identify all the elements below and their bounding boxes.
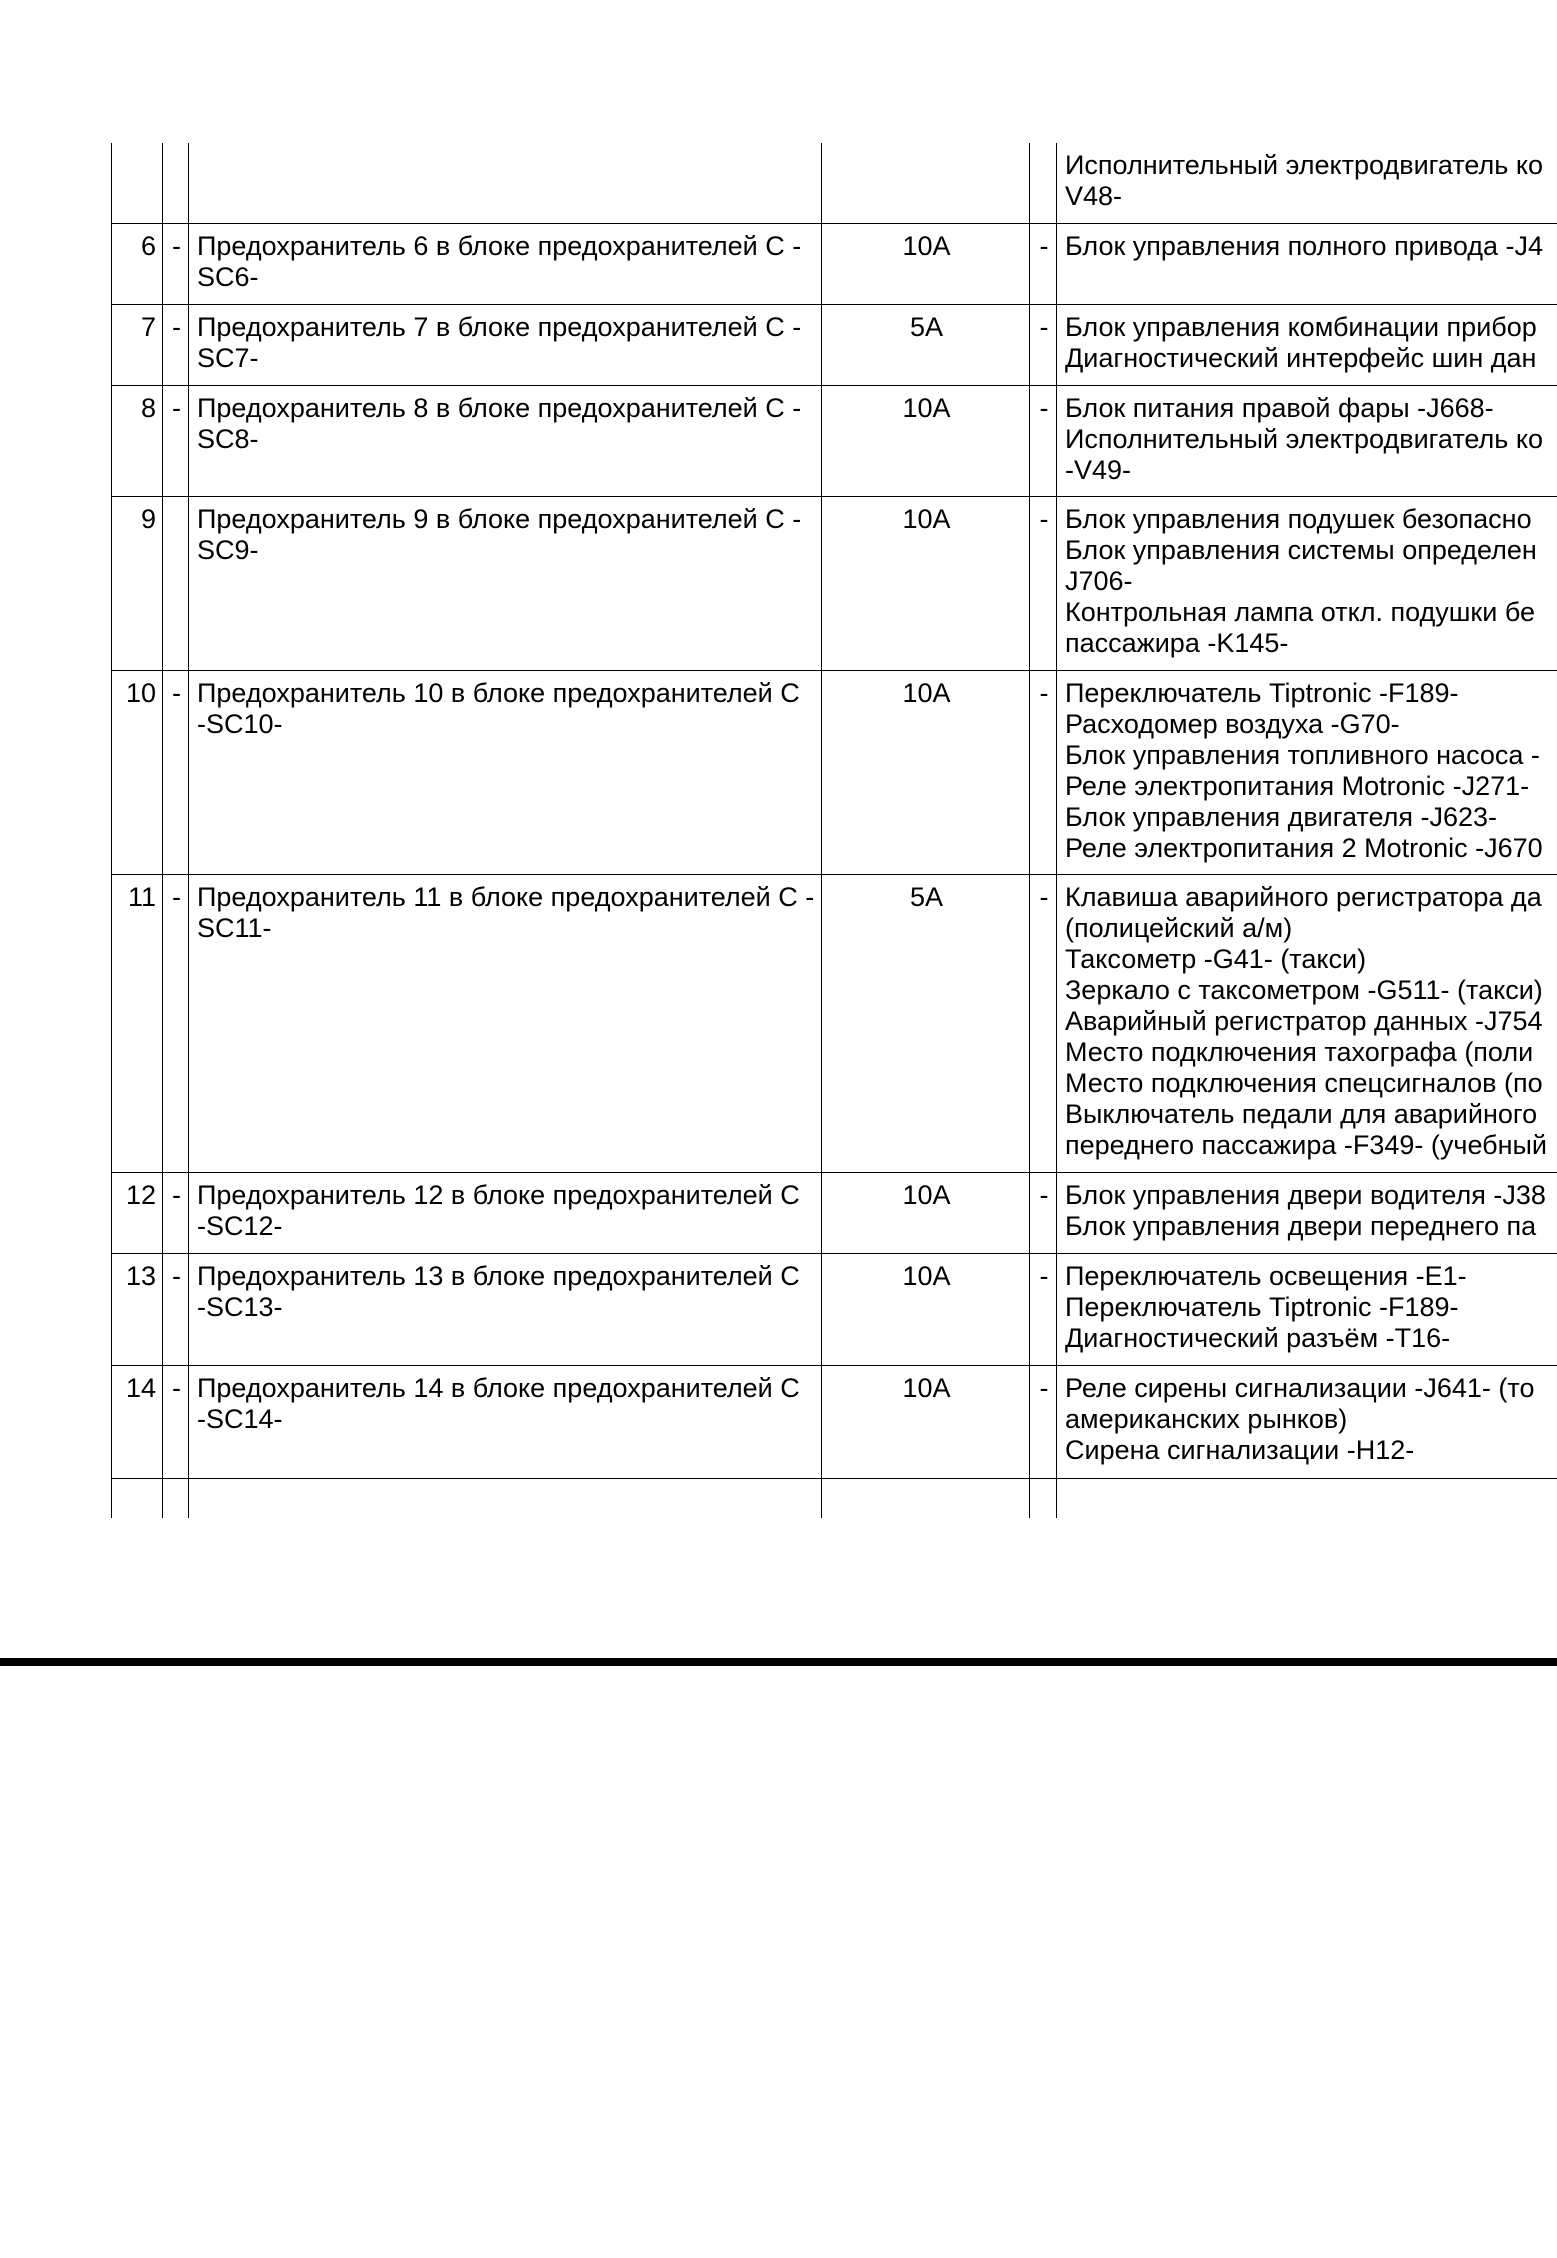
fuse-number: 10 xyxy=(112,670,163,874)
component-line: Переключатель освещения -E1- xyxy=(1065,1260,1467,1291)
component-line: Реле электропитания 2 Motronic -J670 xyxy=(1065,832,1543,863)
cell-num xyxy=(112,143,163,223)
component-line: Зеркало с таксометром -G511- (такси) xyxy=(1065,974,1543,1005)
fuse-components xyxy=(1057,1365,1557,1478)
fuse-number: 14 xyxy=(112,1365,163,1478)
fuse-amperage: 10A xyxy=(822,670,1030,874)
table-row xyxy=(112,1365,1557,1478)
component-line: Блок управления двери переднего па xyxy=(1065,1210,1537,1241)
fuse-number: 7 xyxy=(112,304,163,385)
cell-empty xyxy=(822,1478,1030,1518)
fuse-amperage: 10A xyxy=(822,1172,1030,1253)
cell-dash: - xyxy=(163,385,189,496)
component-line: Диагностический интерфейс шин дан xyxy=(1065,342,1537,373)
fuse-amperage: 10A xyxy=(822,385,1030,496)
fuse-number: 12 xyxy=(112,1172,163,1253)
fuse-amperage: 5A xyxy=(822,304,1030,385)
cell-dash xyxy=(163,143,189,223)
component-line: (полицейский а/м) xyxy=(1065,912,1293,943)
component-line: Аварийный регистратор данных -J754 xyxy=(1065,1005,1543,1036)
table-row-partial-top xyxy=(112,143,1557,223)
fuse-number: 8 xyxy=(112,385,163,496)
fuse-description xyxy=(189,1365,822,1478)
cell-empty xyxy=(163,1478,189,1518)
fuse-components xyxy=(1057,1253,1557,1365)
fuse-number: 11 xyxy=(112,874,163,1172)
table-row xyxy=(112,1172,1557,1253)
fuse-amperage: 10A xyxy=(822,223,1030,304)
fuse-description-text: Предохранитель 14 в блоке предохранителей С -SC14- xyxy=(197,1372,800,1434)
fuse-amperage: 5A xyxy=(822,874,1030,1172)
fuse-amperage: 10A xyxy=(822,1253,1030,1365)
component-line: Реле электропитания Motronic -J271- xyxy=(1065,770,1530,801)
cell-dash: - xyxy=(163,1253,189,1365)
component-line: Блок управления подушек безопасно xyxy=(1065,503,1532,534)
cell-dash: - xyxy=(163,1172,189,1253)
cell-dash: - xyxy=(163,1365,189,1478)
table-row xyxy=(112,670,1557,874)
cell-dash: - xyxy=(163,223,189,304)
component-line: Таксометр -G41- (такси) xyxy=(1065,943,1367,974)
cell-dash: - xyxy=(1030,1172,1057,1253)
fuse-table xyxy=(111,143,1557,1518)
component-line: Место подключения тахографа (поли xyxy=(1065,1036,1534,1067)
fuse-components xyxy=(1057,496,1557,670)
table-row xyxy=(112,496,1557,670)
component-line: Место подключения спецсигналов (по xyxy=(1065,1067,1543,1098)
cell-amperage xyxy=(822,143,1030,223)
component-line: Клавиша аварийного регистратора да xyxy=(1065,881,1542,912)
component-line: американских рынков) xyxy=(1065,1403,1348,1434)
component-line: Блок управления топливного насоса - xyxy=(1065,739,1540,770)
fuse-components xyxy=(1057,223,1557,304)
fuse-number: 13 xyxy=(112,1253,163,1365)
component-line: пассажира -K145- xyxy=(1065,627,1289,658)
cell-dash: - xyxy=(1030,304,1057,385)
fuse-description xyxy=(189,304,822,385)
fuse-description xyxy=(189,1172,822,1253)
component-line: J706- xyxy=(1065,565,1133,596)
cell-dash: - xyxy=(1030,1365,1057,1478)
component-line: Исполнительный электродвигатель ко xyxy=(1065,150,1543,180)
page-separator-rule xyxy=(0,1658,1557,1666)
table-row-partial-bottom xyxy=(112,1478,1557,1518)
component-line: Исполнительный электродвигатель ко xyxy=(1065,423,1543,454)
fuse-description-text: Предохранитель 10 в блоке предохранителей С -SC10- xyxy=(197,677,800,739)
cell-dash: - xyxy=(1030,1253,1057,1365)
fuse-description-text: Предохранитель 11 в блоке предохранителей С -SC11- xyxy=(197,881,815,943)
component-line: Блок питания правой фары -J668- xyxy=(1065,392,1494,423)
cell-dash: - xyxy=(1030,223,1057,304)
fuse-description xyxy=(189,496,822,670)
fuse-amperage: 10A xyxy=(822,1365,1030,1478)
fuse-description-text: Предохранитель 8 в блоке предохранителей С -SC8- xyxy=(197,392,802,454)
table-row xyxy=(112,304,1557,385)
fuse-description-text: Предохранитель 12 в блоке предохранителей С -SC12- xyxy=(197,1179,800,1241)
fuse-description xyxy=(189,1253,822,1365)
cell-dash: - xyxy=(163,874,189,1172)
fuse-description xyxy=(189,385,822,496)
fuse-description xyxy=(189,670,822,874)
table-row xyxy=(112,385,1557,496)
fuse-components xyxy=(1057,385,1557,496)
component-line: Блок управления двери водителя -J38 xyxy=(1065,1179,1546,1210)
cell-dash: - xyxy=(1030,874,1057,1172)
component-line: переднего пассажира -F349- (учебный xyxy=(1065,1129,1548,1160)
fuse-table-body xyxy=(112,143,1557,1518)
table-row xyxy=(112,223,1557,304)
component-line: Блок управления полного привода -J4 xyxy=(1065,230,1544,261)
cell-dash: - xyxy=(1030,385,1057,496)
cell-description xyxy=(189,143,822,223)
component-line: Контрольная лампа откл. подушки бе xyxy=(1065,596,1535,627)
cell-components xyxy=(1057,143,1557,223)
component-line: Переключатель Tiptronic -F189- xyxy=(1065,1291,1459,1322)
fuse-components xyxy=(1057,304,1557,385)
fuse-amperage: 10A xyxy=(822,496,1030,670)
cell-dash: - xyxy=(163,670,189,874)
cell-dash: - xyxy=(163,304,189,385)
component-line: Блок управления двигателя -J623- xyxy=(1065,801,1498,832)
fuse-description xyxy=(189,223,822,304)
component-line: Блок управления системы определен xyxy=(1065,534,1537,565)
fuse-components xyxy=(1057,1172,1557,1253)
component-line: Переключатель Tiptronic -F189- xyxy=(1065,677,1459,708)
component-line: Диагностический разъём -T16- xyxy=(1065,1322,1451,1353)
fuse-description-text: Предохранитель 9 в блоке предохранителей С -SC9- xyxy=(197,503,802,565)
cell-empty xyxy=(1030,1478,1057,1518)
cell-empty xyxy=(112,1478,163,1518)
table-row xyxy=(112,1253,1557,1365)
cell-empty xyxy=(1057,1478,1557,1518)
fuse-components xyxy=(1057,670,1557,874)
cell-dash: - xyxy=(1030,496,1057,670)
fuse-description-text: Предохранитель 13 в блоке предохранителей С -SC13- xyxy=(197,1260,800,1322)
component-line: Выключатель педали для аварийного xyxy=(1065,1098,1538,1129)
component-line: V48- xyxy=(1065,181,1123,211)
component-line: Реле сирены сигнализации -J641- (то xyxy=(1065,1372,1535,1403)
fuse-number: 6 xyxy=(112,223,163,304)
fuse-description xyxy=(189,874,822,1172)
fuse-description-text: Предохранитель 6 в блоке предохранителей С -SC6- xyxy=(197,230,802,292)
component-line: Сирена сигнализации -H12- xyxy=(1065,1434,1415,1465)
fuse-number: 9 xyxy=(112,496,163,670)
cell-dash xyxy=(1030,143,1057,223)
cell-dash xyxy=(163,496,189,670)
cell-empty xyxy=(189,1478,822,1518)
component-line: Расходомер воздуха -G70- xyxy=(1065,708,1400,739)
component-line: Блок управления комбинации прибор xyxy=(1065,311,1537,342)
fuse-components xyxy=(1057,874,1557,1172)
table-row xyxy=(112,874,1557,1172)
fuse-description-text: Предохранитель 7 в блоке предохранителей С -SC7- xyxy=(197,311,802,373)
cell-dash: - xyxy=(1030,670,1057,874)
component-line: -V49- xyxy=(1065,454,1132,485)
